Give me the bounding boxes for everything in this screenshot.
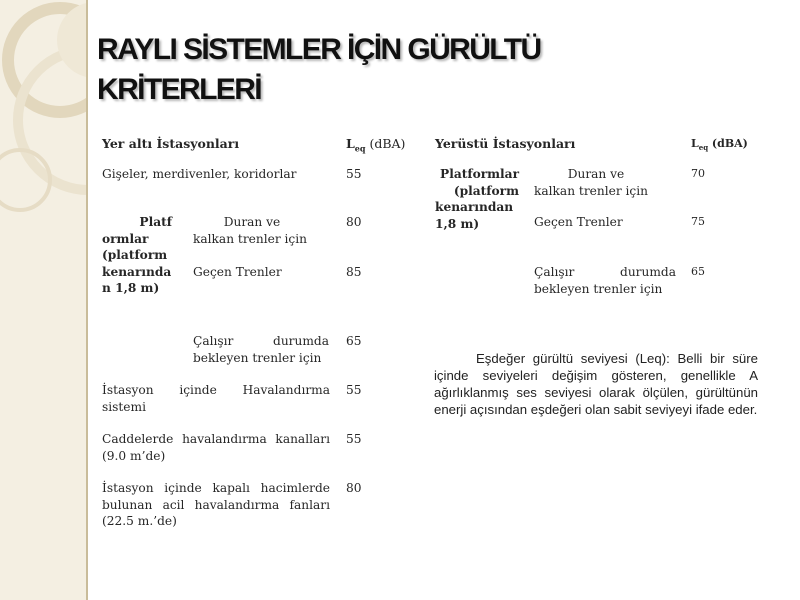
table-row-value: 80: [346, 215, 362, 229]
platform-group-line: Platf: [139, 215, 172, 229]
platform-group-line: Platformlar: [440, 167, 519, 181]
platform-condition: Geçen Trenler: [193, 265, 282, 279]
table-row-value: 85: [346, 265, 362, 279]
platform-group-line: n 1,8 m): [102, 281, 160, 295]
leq-subscript: eq: [698, 143, 709, 153]
condition-line: kalkan trenler için: [193, 231, 307, 246]
table-row-value: 80: [346, 481, 362, 495]
platform-condition: Geçen Trenler: [534, 215, 623, 229]
leq-symbol: L: [691, 137, 699, 150]
platform-condition: [534, 264, 676, 297]
condition-line: Duran ve: [567, 167, 625, 181]
platform-condition: [193, 214, 311, 247]
platform-condition: [193, 333, 329, 366]
row-line: bulunan acil havalandırma fanları: [102, 497, 330, 512]
table-row-value: 55: [346, 383, 362, 397]
table-row-value: 70: [691, 167, 705, 180]
platform-group-line: ormlar: [102, 231, 149, 246]
table-row-value: 75: [691, 215, 705, 228]
table-row-label: Gişeler, merdivenler, koridorlar: [102, 167, 297, 181]
title-line-2: KRİTERLERİ: [97, 73, 262, 106]
leq-unit: (dBA): [365, 136, 406, 151]
decorative-sidebar: [0, 0, 88, 600]
table-row-value: 55: [346, 432, 362, 446]
decorative-circles: [0, 0, 88, 600]
table-row-value: 55: [346, 167, 362, 181]
condition-line: Duran ve: [223, 215, 281, 229]
title-line-1: RAYLI SİSTEMLER İÇİN GÜRÜLTÜ: [97, 33, 541, 66]
condition-line: bekleyen trenler için: [534, 281, 663, 296]
platform-group-label: [435, 166, 519, 232]
table-row-label: [102, 382, 330, 415]
row-line: İstasyon içinde Havalandırma: [102, 383, 330, 397]
leq-subscript: eq: [354, 143, 366, 154]
table-row-value: 65: [691, 265, 705, 278]
leq-symbol: L: [346, 136, 355, 151]
definition-text: Eşdeğer gürültü seviyesi (Leq): Belli bir süre içinde seviyeleri değişim gösteren, genellikle A ağırlıklanmış ses seviyesi olarak ölçülen, gürültünün enerji açısından eşdeğeri olan sabit seviyeyi ifade eder.: [434, 351, 758, 417]
leq-unit: (dBA): [708, 137, 748, 150]
platform-group-label: [102, 214, 172, 297]
platform-group-line: (platform: [453, 183, 519, 198]
table-row-label: [102, 431, 330, 464]
row-line: Caddelerde havalandırma kanalları: [102, 432, 330, 446]
row-line: (9.0 m’de): [102, 448, 166, 463]
row-line: sistemi: [102, 399, 146, 414]
platform-group-line: kenarında: [102, 264, 172, 279]
platform-condition: [534, 166, 658, 199]
underground-header: Yer altı İstasyonları: [102, 136, 240, 151]
aboveground-leq-header: [691, 136, 748, 157]
condition-line: Çalışır durumda: [193, 334, 329, 348]
row-line: (22.5 m.’de): [102, 514, 177, 528]
condition-line: bekleyen trenler için: [193, 350, 322, 365]
platform-group-line: 1,8 m): [435, 216, 480, 231]
slide-title: [97, 30, 657, 110]
row-line: İstasyon içinde kapalı hacimlerde: [102, 481, 330, 495]
table-row-value: 65: [346, 334, 362, 348]
condition-line: kalkan trenler için: [534, 183, 648, 198]
leq-definition: [434, 350, 758, 418]
table-row-label: [102, 480, 330, 530]
underground-leq-header: [346, 136, 405, 157]
sidebar-edge: [86, 0, 88, 600]
condition-line: Çalışır durumda: [534, 265, 676, 279]
platform-group-line: (platform: [102, 248, 168, 262]
aboveground-header: Yerüstü İstasyonları: [435, 136, 576, 151]
platform-group-line: kenarından: [435, 200, 514, 214]
